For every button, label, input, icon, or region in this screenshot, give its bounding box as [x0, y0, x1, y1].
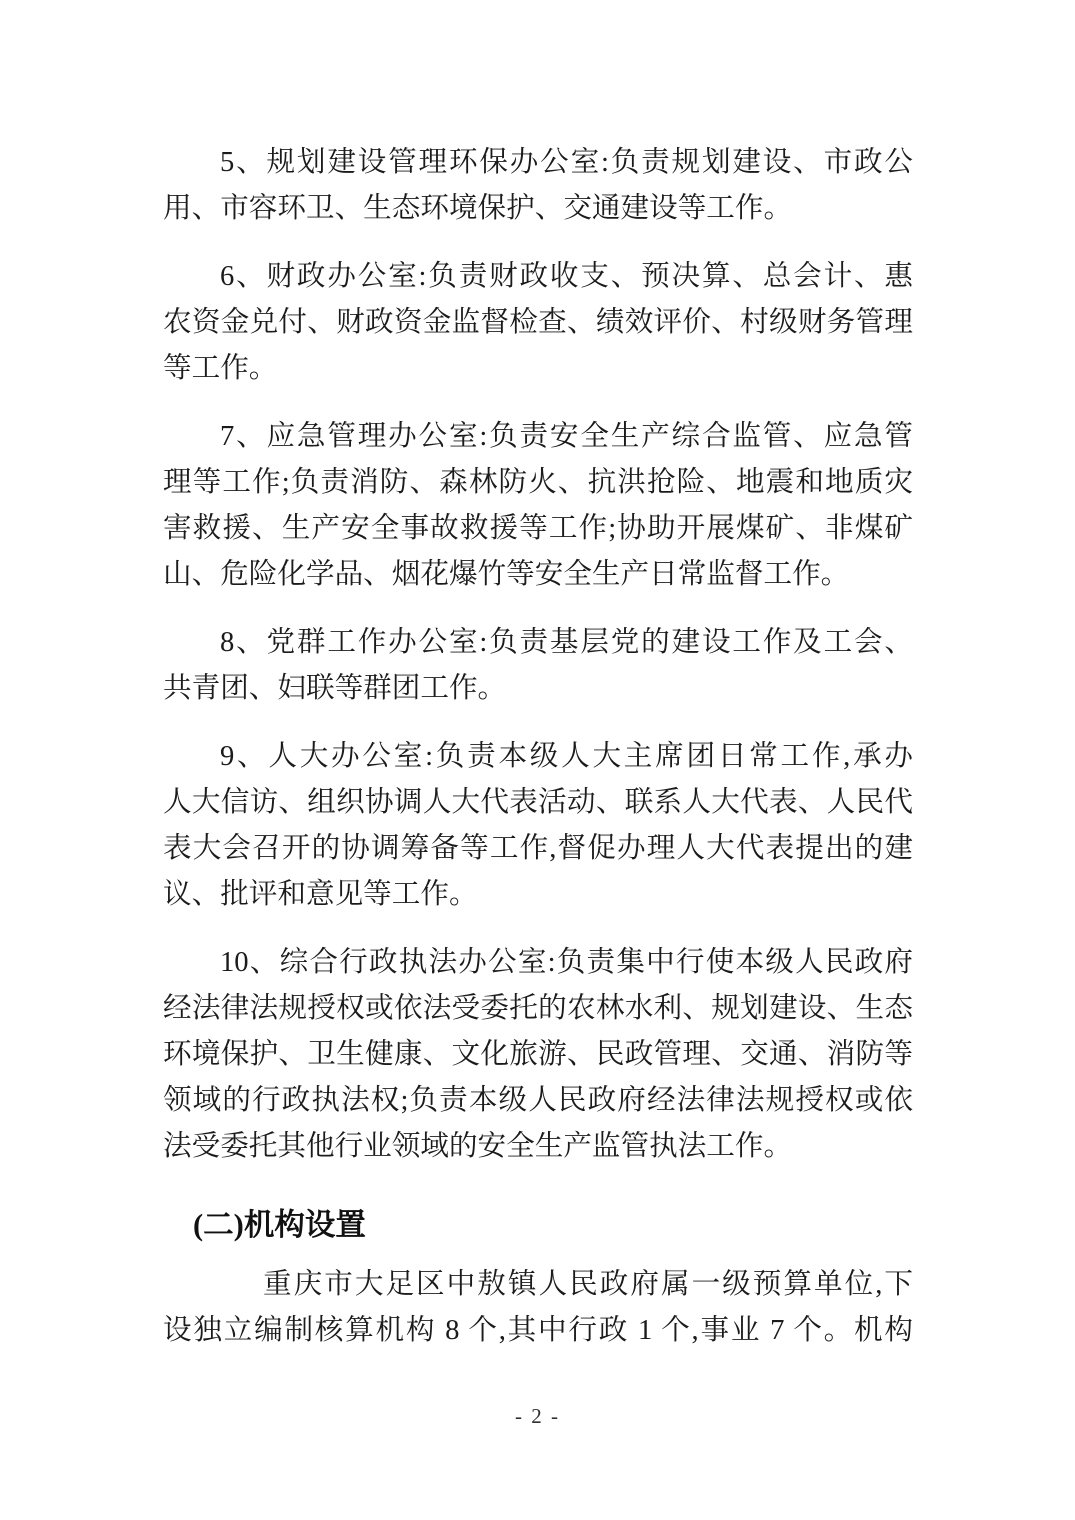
text-line: 经法律法规授权或依法受委托的农林水利、规划建设、生态: [163, 993, 913, 1024]
numbered-paragraph: [163, 140, 913, 232]
text-line: 山、危险化学品、烟花爆竹等安全生产日常监督工作。: [163, 559, 850, 590]
text-line: 领域的行政执法权;负责本级人民政府经法律法规授权或依: [163, 1085, 913, 1116]
text-line: 害救援、生产安全事故救援等工作;协助开展煤矿、非煤矿: [163, 513, 913, 544]
text-line: 表大会召开的协调筹备等工作,督促办理人大代表提出的建: [163, 833, 913, 864]
text-line: 9、人大办公室:负责本级人大主席团日常工作,承办: [220, 741, 913, 772]
text-line: 8、党群工作办公室:负责基层党的建设工作及工会、: [220, 627, 913, 658]
text-line: 重庆市大足区中敖镇人民政府属一级预算单位,下: [263, 1269, 913, 1300]
text-line: 10、综合行政执法办公室:负责集中行使本级人民政府: [220, 947, 913, 978]
text-line: 等工作。: [163, 353, 278, 384]
text-line: 环境保护、卫生健康、文化旅游、民政管理、交通、消防等: [163, 1039, 913, 1070]
section-heading: [163, 1202, 913, 1248]
numbered-paragraph: [163, 940, 913, 1170]
text-line: 用、市容环卫、生态环境保护、交通建设等工作。: [163, 193, 793, 224]
numbered-paragraph: [163, 620, 913, 712]
text-line: 议、批评和意见等工作。: [163, 879, 478, 910]
text-line: 理等工作;负责消防、森林防火、抗洪抢险、地震和地质灾: [163, 467, 913, 498]
text-line: 7、应急管理办公室:负责安全生产综合监管、应急管: [220, 421, 913, 452]
text-line: 5、规划建设管理环保办公室:负责规划建设、市政公: [220, 147, 913, 178]
text-line: 法受委托其他行业领域的安全生产监管执法工作。: [163, 1131, 793, 1162]
numbered-paragraph: [163, 254, 913, 392]
numbered-paragraph: [163, 414, 913, 598]
text-line: 农资金兑付、财政资金监督检查、绩效评价、村级财务管理: [163, 307, 913, 338]
numbered-paragraph: [163, 734, 913, 918]
page-number: - 2 -: [515, 1404, 560, 1428]
text-line: 6、财政办公室:负责财政收支、预决算、总会计、惠: [220, 261, 913, 292]
document-body: [163, 140, 913, 1354]
heading-text: (二)机构设置: [193, 1208, 366, 1242]
body-paragraph: [163, 1262, 913, 1354]
text-line: 设独立编制核算机构 8 个,其中行政 1 个,事业 7 个。机构: [163, 1315, 913, 1346]
text-line: 共青团、妇联等群团工作。: [163, 673, 507, 704]
text-line: 人大信访、组织协调人大代表活动、联系人大代表、人民代: [163, 787, 913, 818]
